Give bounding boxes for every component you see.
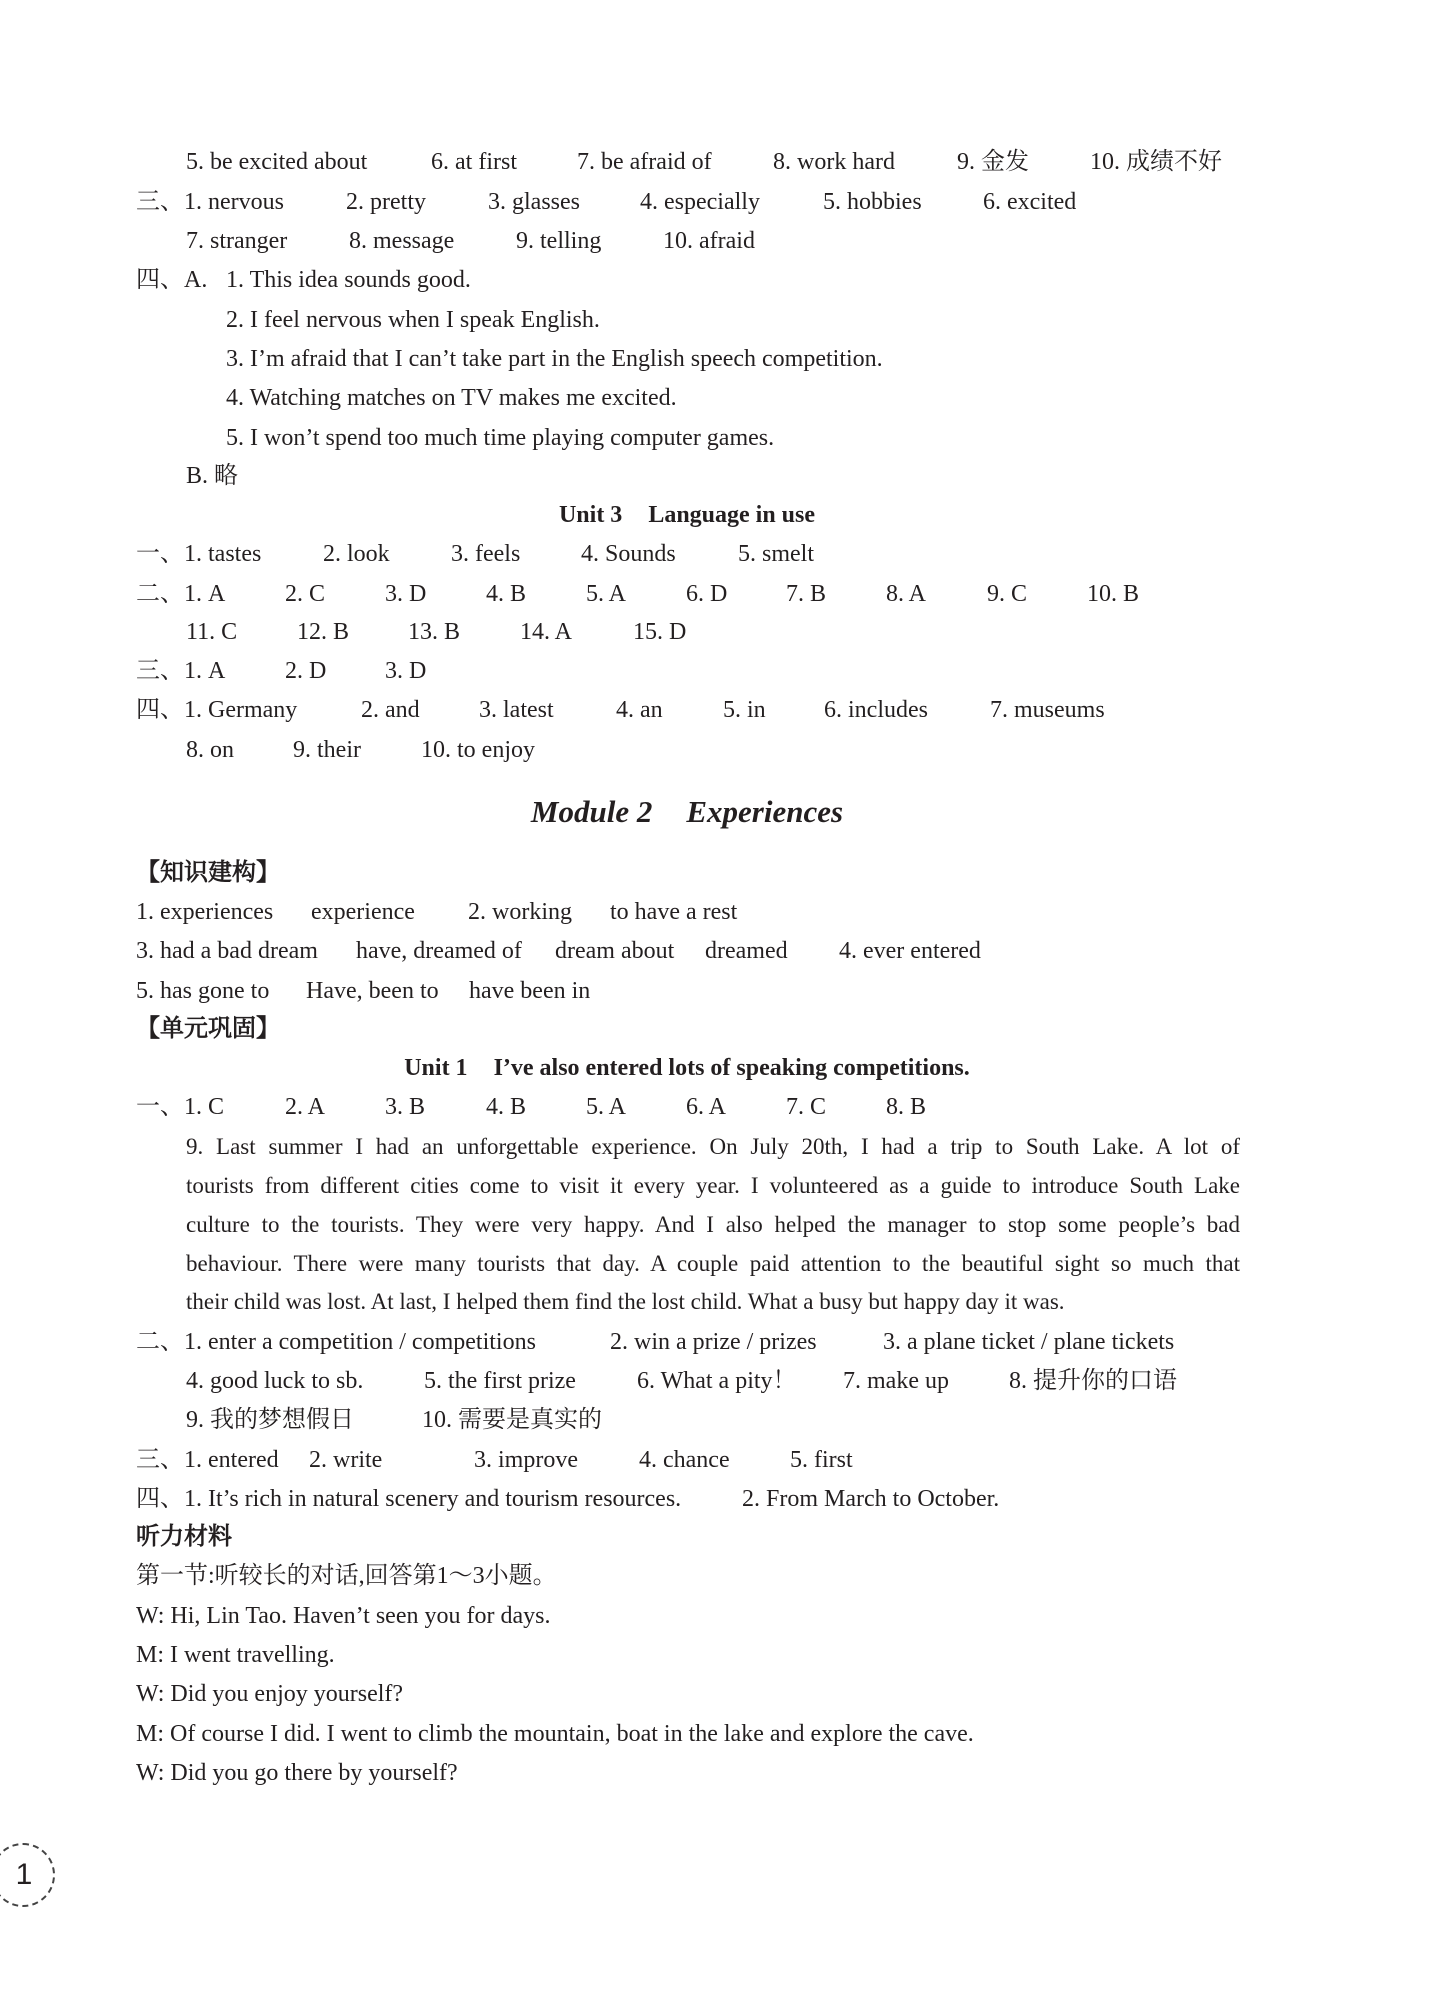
answer-item: 9. 我的梦想假日 [186,1407,354,1433]
text-line [0,1400,1435,1440]
answer-item: 4. especially [640,189,760,215]
section-prefix: 四、A. [136,267,208,293]
answer-item: 2. A [285,1094,326,1120]
text-line [0,1556,1435,1596]
answer-item: 5. first [790,1447,853,1473]
dialogue-line: W: Hi, Lin Tao. Haven’t seen you for days. [136,1603,551,1629]
answer-item: 5. has gone to [136,978,270,1004]
answer-item: 1. experiences [136,899,274,925]
unit-label: Unit 1 [404,1055,468,1081]
answer-item: Have, been to [306,978,439,1004]
dialogue-line: W: Did you enjoy yourself? [136,1681,404,1707]
answer-item: 9. C [987,581,1028,607]
answer-item: 6. D [686,581,728,607]
text-line [0,1635,1435,1675]
text-line [0,1361,1435,1401]
answer-item: 9. telling [516,228,602,254]
sentence-item: 2. I feel nervous when I speak English. [226,307,600,333]
answer-item: 2. win a prize / prizes [610,1329,817,1355]
unit-heading [136,1048,1238,1088]
text-line [0,1714,1435,1754]
module-label: Module 2 [530,794,653,829]
answer-item: 4. Sounds [581,541,676,567]
answer-item: 5. the first prize [424,1368,576,1394]
answer-item: 2. working [468,899,572,925]
module-title: Experiences [686,794,844,829]
answer-item: 二、1. enter a competition / competitions [136,1329,536,1355]
answer-item: 3. glasses [488,189,580,215]
text-line [0,651,1435,691]
text-line [0,1674,1435,1714]
text-line [0,1479,1435,1519]
answer-item: 2. write [309,1447,383,1473]
answer-item: 3. B [385,1094,426,1120]
text-line [0,339,1435,379]
answer-item: 7. B [786,581,827,607]
answer-item: 10. to enjoy [421,737,535,763]
answer-item: 3. improve [474,1447,578,1473]
answer-item: have, dreamed of [356,938,522,964]
answer-item: dreamed [705,938,788,964]
text-line [0,378,1435,418]
answer-item: 14. A [520,619,573,645]
answer-item: 三、1. entered [136,1447,279,1473]
text-line [0,418,1435,458]
section-heading-consolidation: 【单元巩固】 [136,1016,280,1042]
answer-item: 7. C [786,1094,827,1120]
answer-item: 8. on [186,737,234,763]
text-line [0,1322,1435,1362]
text-line [0,142,1435,182]
answer-item: 5. hobbies [823,189,922,215]
text-line [0,612,1435,652]
answer-item: 6. excited [983,189,1077,215]
answer-item: 10. B [1087,581,1140,607]
answer-item: 4. an [616,697,663,723]
answer-item: 4. good luck to sb. [186,1368,364,1394]
answer-item: 3. a plane ticket / plane tickets [883,1329,1175,1355]
answer-item: 4. B [486,581,527,607]
page-number: 1 [15,1858,33,1891]
answer-item: 6. A [686,1094,727,1120]
answer-item: 10. 需要是真实的 [422,1407,602,1433]
unit-title: Language in use [648,502,816,528]
answer-item: 三、1. nervous [136,189,284,215]
answer-item: 一、1. tastes [136,541,262,567]
page-number-badge [0,1843,55,1907]
answer-item: 4. chance [639,1447,730,1473]
answer-item: 13. B [408,619,461,645]
text-line [0,931,1435,971]
answer-item: 5. smelt [738,541,814,567]
sentence-item: 4. Watching matches on TV makes me excited. [226,385,677,411]
listening-instruction: 第一节:听较长的对话,回答第1～3小题。 [136,1563,557,1589]
answer-item: 9. 金发 [957,149,1029,175]
essay-line: culture to the tourists. They were very happy. And I also helped the manager to stop some people’s bad [186,1212,1240,1237]
section-heading-listening: 听力材料 [136,1524,232,1550]
answer-item: 4. ever entered [839,938,981,964]
essay-line: their child was lost. At last, I helped them find the lost child. What a busy but happy day it was. [186,1289,1065,1314]
text-line [0,260,1435,300]
answer-item: 4. B [486,1094,527,1120]
sentence-item: 5. I won’t spend too much time playing computer games. [226,425,775,451]
answer-item: 6. includes [824,697,928,723]
answer-item: 8. A [886,581,927,607]
answer-item: 3. latest [479,697,554,723]
text-line [0,300,1435,340]
text-line [0,456,1435,496]
answer-item: 8. message [349,228,455,254]
text-line [0,730,1435,770]
unit-heading [136,495,1238,535]
answer-item: dream about [555,938,675,964]
answer-item: to have a rest [610,899,738,925]
answer-item: 二、1. A [136,581,226,607]
sentence-item: 3. I’m afraid that I can’t take part in the English speech competition. [226,346,883,372]
answer-item: 三、1. A [136,658,226,684]
essay-line: 9. Last summer I had an unforgettable experience. On July 20th, I had a trip to South Lake. A lot of [186,1134,1240,1159]
dialogue-line: M: I went travelling. [136,1642,335,1668]
answer-item: 15. D [633,619,687,645]
text-line [0,1753,1435,1793]
essay-line: tourists from different cities come to visit it every year. I volunteered as a guide to introduce South Lake [186,1173,1240,1198]
unit-title: I’ve also entered lots of speaking competitions. [493,1055,970,1081]
answer-item: 一、1. C [136,1094,225,1120]
answer-item: 8. B [886,1094,927,1120]
answer-item: have been in [469,978,591,1004]
text-line [0,221,1435,261]
answer-item: 12. B [297,619,350,645]
answer-item: 7. make up [843,1368,949,1394]
answer-item: 2. pretty [346,189,426,215]
dialogue-line: M: Of course I did. I went to climb the mountain, boat in the lake and explore the cave. [136,1721,974,1747]
unit-label: Unit 3 [558,502,623,528]
answer-item: 11. C [186,619,238,645]
answer-item: 6. at first [431,149,517,175]
module-heading [136,786,1238,838]
answer-item: 7. stranger [186,228,288,254]
answer-item: 8. work hard [773,149,895,175]
answer-item: 2. From March to October. [742,1486,1000,1512]
answer-item: 5. A [586,581,627,607]
answer-item: 3. D [385,658,427,684]
answer-item: 5. in [723,697,766,723]
answer-item: 8. 提升你的口语 [1009,1368,1177,1394]
answer-item: 5. A [586,1094,627,1120]
answer-item: 四、1. Germany [136,697,298,723]
answer-item: 9. their [293,737,361,763]
text-line [0,534,1435,574]
answer-item: 7. museums [990,697,1105,723]
answer-item: 3. feels [451,541,521,567]
answer-item: 7. be afraid of [577,149,712,175]
answer-item: 2. C [285,581,326,607]
section-heading-knowledge: 【知识建构】 [136,860,280,886]
text-line [0,1087,1435,1127]
answer-item: B. 略 [186,463,239,489]
answer-item: 3. D [385,581,427,607]
essay-line: behaviour. There were many tourists that day. A couple paid attention to the beautiful sight so much that [186,1251,1240,1276]
answer-item: 5. be excited about [186,149,368,175]
dialogue-line: W: Did you go there by yourself? [136,1760,458,1786]
text-line [0,971,1435,1011]
answer-item: 3. had a bad dream [136,938,318,964]
answer-item: 10. afraid [663,228,755,254]
text-line [0,1440,1435,1480]
answer-item: 2. D [285,658,327,684]
text-line [0,182,1435,222]
answer-item: 四、1. It’s rich in natural scenery and tourism resources. [136,1486,682,1512]
answer-item: 2. and [361,697,420,723]
answer-item: 6. What a pity！ [637,1368,797,1394]
text-line [0,574,1435,614]
text-line [0,690,1435,730]
answer-item: experience [311,899,415,925]
text-line [0,892,1435,932]
text-line [0,1596,1435,1636]
answer-item: 2. look [323,541,390,567]
answer-item: 10. 成绩不好 [1090,149,1222,175]
sentence-item: 1. This idea sounds good. [226,267,471,293]
